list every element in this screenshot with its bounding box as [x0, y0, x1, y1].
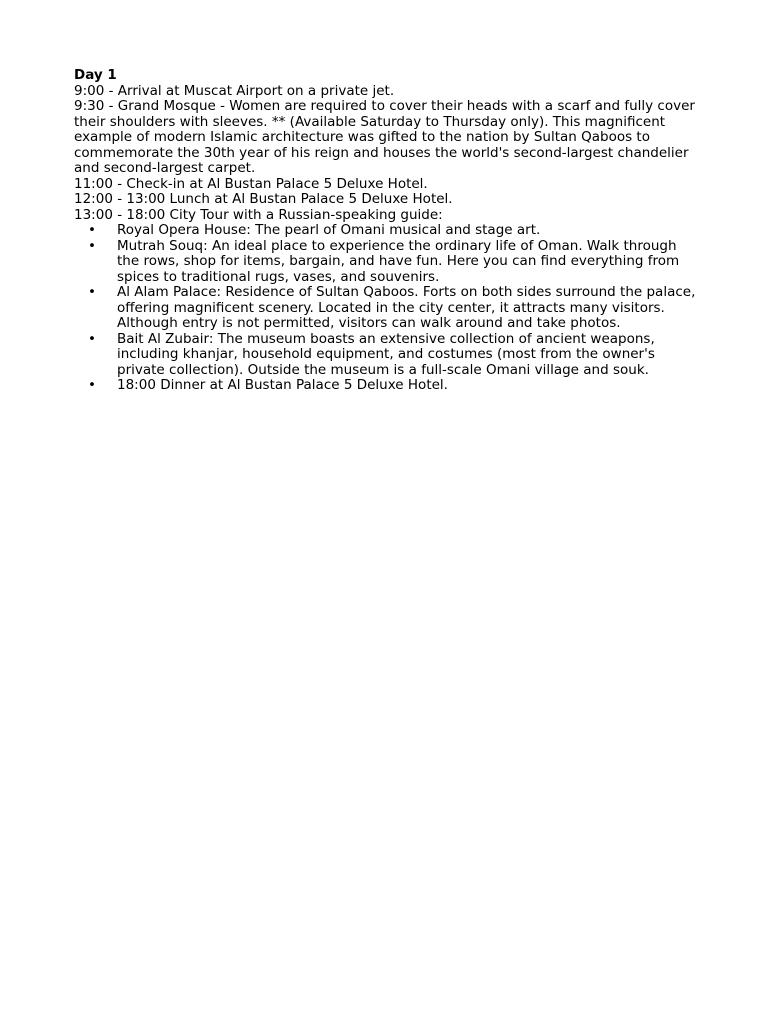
city-tour-list [74, 223, 696, 394]
bullet-icon: • [88, 284, 96, 300]
day-heading: Day 1 [74, 67, 117, 83]
itinerary-line-grand-mosque: 9:30 - Grand Mosque - Women are required to cover their heads with a scarf and fully cover their shoulders with sleeves. ** (Available Saturday to Thursday only). This magnificent example of modern Islamic architecture was gifted to the nation by Sultan Qaboos to commemorate the 30th year of his reign and houses the world's second-largest chandelier and second-largest carpet. [74, 98, 695, 176]
bullet-icon: • [88, 222, 96, 238]
list-item-text: Al Alam Palace: Residence of Sultan Qaboos. Forts on both sides surround the palace, offering magnificent scenery. Located in the city center, it attracts many visitors. Although entry is not permitted, visitors can walk around and take photos. [117, 284, 696, 331]
list-item [74, 223, 696, 239]
list-item [74, 332, 696, 379]
list-item-text: Royal Opera House: The pearl of Omani musical and stage art. [117, 222, 541, 238]
list-item [74, 285, 696, 332]
itinerary-line-lunch: 12:00 - 13:00 Lunch at Al Bustan Palace 5 Deluxe Hotel. [74, 191, 453, 207]
bullet-icon: • [88, 237, 96, 254]
list-item [74, 239, 696, 286]
bullet-icon: • [88, 330, 96, 347]
itinerary-line-city-tour: 13:00 - 18:00 City Tour with a Russian-speaking guide: [74, 206, 443, 223]
itinerary-line-arrival: 9:00 - Arrival at Muscat Airport on a private jet. [74, 82, 395, 99]
itinerary-line-check-in: 11:00 - Check-in at Al Bustan Palace 5 Deluxe Hotel. [74, 175, 428, 192]
list-item-text: Mutrah Souq: An ideal place to experience the ordinary life of Oman. Walk through the rows, shop for items, bargain, and have fun. Here you can find everything from spices to traditional rugs, vases, and souvenirs. [117, 237, 680, 285]
list-item-text: 18:00 Dinner at Al Bustan Palace 5 Deluxe Hotel. [117, 377, 448, 393]
list-item [74, 378, 696, 394]
bullet-icon: • [88, 377, 96, 393]
list-item-text: Bait Al Zubair: The museum boasts an extensive collection of ancient weapons, including khanjar, household equipment, and costumes (most from the owner's private collection). Outside the museum is a full-scale Omani village and souk. [117, 330, 655, 378]
itinerary-document [74, 68, 696, 394]
